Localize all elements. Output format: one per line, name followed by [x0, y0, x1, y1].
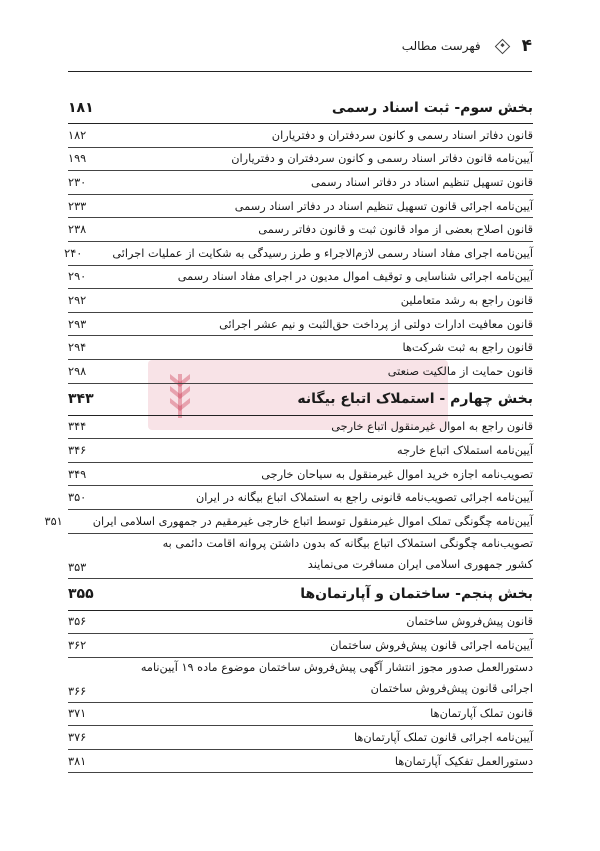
entry-title: قانون پیش‌فروش ساختمان	[406, 615, 533, 629]
entry-page-number: ۳۶۲	[68, 638, 87, 652]
entry-page-number: ۳۵۳	[68, 560, 87, 574]
entry-title: قانون دفاتر اسناد رسمی و کانون سردفتران و دفتریاران	[271, 128, 533, 142]
entry-page-number: ۲۳۸	[68, 223, 87, 237]
toc-entry	[68, 634, 533, 658]
entry-page-number: ۲۹۸	[68, 364, 87, 378]
toc-entry	[44, 510, 533, 534]
entry-title: دستورالعمل تفکیک آپارتمان‌ها	[394, 754, 533, 768]
section-heading	[68, 384, 533, 416]
entry-title: آیین‌نامه چگونگی تملک اموال غیرمنقول توسط اتباع خارجی غیرمقیم در جمهوری اسلامی ایران	[92, 514, 533, 528]
section-title: بخش چهارم - استملاک اتباع بیگانه	[297, 391, 533, 408]
section-title: بخش پنجم- ساختمان و آپارتمان‌ها	[300, 586, 533, 602]
toc-entry	[68, 266, 533, 290]
toc-entry	[68, 658, 533, 703]
entry-page-number: ۲۹۴	[68, 341, 87, 355]
entry-page-number: ۳۷۱	[68, 707, 87, 721]
entry-page-number: ۳۴۹	[68, 467, 87, 481]
toc-entry	[68, 726, 533, 750]
entry-page-number: ۳۵۰	[68, 491, 87, 505]
entry-title: آیین‌نامه اجرای مفاد اسناد رسمی لازم‌الاجراء و طرز رسیدگی به شکایت از عملیات اجرائی	[112, 246, 533, 260]
toc-entry	[68, 703, 533, 727]
entry-page-number: ۲۳۳	[68, 199, 87, 213]
section-page-number: ۳۵۵	[68, 586, 94, 602]
entry-title: آیین‌نامه قانون دفاتر اسناد رسمی و کانون سردفتران و دفتریاران	[231, 152, 533, 166]
toc-entry	[68, 611, 533, 635]
entry-title: قانون اصلاح بعضی از مواد قانون ثبت و قانون دفاتر رسمی	[258, 223, 533, 237]
entry-title: آیین‌نامه اجرائی قانون پیش‌فروش ساختمان	[330, 638, 533, 652]
toc-entry	[68, 360, 533, 384]
header-title: فهرست مطالب	[401, 39, 481, 53]
entry-page-number: ۱۸۲	[68, 128, 87, 142]
entry-title: قانون راجع به رشد متعاملین	[400, 293, 533, 307]
entry-title: آیین‌نامه استملاک اتباع خارجه	[397, 443, 533, 457]
toc-entry	[68, 534, 533, 579]
toc-entry	[68, 124, 533, 148]
entry-title: دستورالعمل صدور مجوز انتشار آگهی پیش‌فروش ساختمان موضوع ماده ۱۹ آیین‌نامه اجرائی قانون پیش‌فروش ساختمان	[140, 660, 533, 695]
toc-entry	[68, 218, 533, 242]
entry-title: آیین‌نامه اجرائی قانون تسهیل تنظیم اسناد در دفاتر اسناد رسمی	[234, 199, 533, 213]
entry-title: آیین‌نامه اجرائی قانون تملک آپارتمان‌ها	[353, 731, 533, 745]
toc-entry	[64, 242, 533, 266]
running-header	[68, 34, 532, 58]
page-number: ۴	[521, 36, 532, 56]
toc-entry	[68, 750, 533, 774]
entry-title: قانون حمایت از مالکیت صنعتی	[387, 364, 533, 378]
entry-page-number: ۳۵۱	[44, 514, 63, 528]
entry-title: آیین‌نامه اجرائی شناسایی و توقیف اموال مدیون در اجرای مفاد اسناد رسمی	[177, 270, 533, 284]
entry-page-number: ۲۳۰	[68, 175, 87, 189]
entry-title: تصویب‌نامه چگونگی استملاک اتباع بیگانه که بدون داشتن پروانه اقامت دائمی به کشور جمهوری اسلامی ایران مسافرت می‌نمایند	[162, 536, 533, 571]
entry-page-number: ۳۶۶	[68, 684, 87, 698]
toc-entry	[68, 439, 533, 463]
entry-page-number: ۳۴۶	[68, 443, 87, 457]
entry-page-number: ۳۸۱	[68, 754, 87, 768]
entry-page-number: ۲۹۳	[68, 317, 87, 331]
header-divider	[68, 71, 532, 72]
section-title: بخش سوم- ثبت اسناد رسمی	[331, 99, 533, 116]
entry-page-number: ۲۴۰	[64, 246, 83, 260]
entry-page-number: ۳۴۴	[68, 420, 87, 434]
entry-title: قانون راجع به ثبت شرکت‌ها	[402, 341, 533, 355]
entry-page-number: ۳۵۶	[68, 615, 87, 629]
entry-title: آیین‌نامه اجرائی تصویب‌نامه قانونی راجع به استملاک اتباع بیگانه در ایران	[196, 491, 533, 505]
toc-entry	[68, 463, 533, 487]
toc-entry	[68, 195, 533, 219]
entry-page-number: ۲۹۲	[68, 293, 87, 307]
toc-entry	[68, 486, 533, 510]
section-page-number: ۳۴۳	[68, 391, 94, 408]
toc-entry	[68, 171, 533, 195]
table-of-contents	[44, 92, 533, 773]
toc-entry	[68, 416, 533, 440]
entry-page-number: ۲۹۰	[68, 270, 87, 284]
toc-entry	[68, 336, 533, 360]
diamond-ornament-icon	[494, 38, 510, 54]
entry-page-number: ۱۹۹	[68, 152, 87, 166]
entry-page-number: ۳۷۶	[68, 731, 87, 745]
toc-entry	[68, 148, 533, 172]
toc-entry	[68, 289, 533, 313]
entry-title: قانون تسهیل تنظیم اسناد در دفاتر اسناد رسمی	[311, 175, 533, 189]
toc-entry	[68, 313, 533, 337]
section-heading	[68, 92, 533, 124]
entry-title: قانون تملک آپارتمان‌ها	[430, 707, 533, 721]
entry-title: تصویب‌نامه اجازه خرید اموال غیرمنقول به سیاحان خارجی	[261, 467, 533, 481]
section-page-number: ۱۸۱	[68, 99, 94, 116]
entry-title: قانون معافیت ادارات دولتی از پرداخت حق‌الثبت و نیم عشر اجرائی	[219, 317, 533, 331]
entry-title: قانون راجع به اموال غیرمنقول اتباع خارجی	[331, 420, 533, 434]
section-heading	[68, 579, 533, 611]
